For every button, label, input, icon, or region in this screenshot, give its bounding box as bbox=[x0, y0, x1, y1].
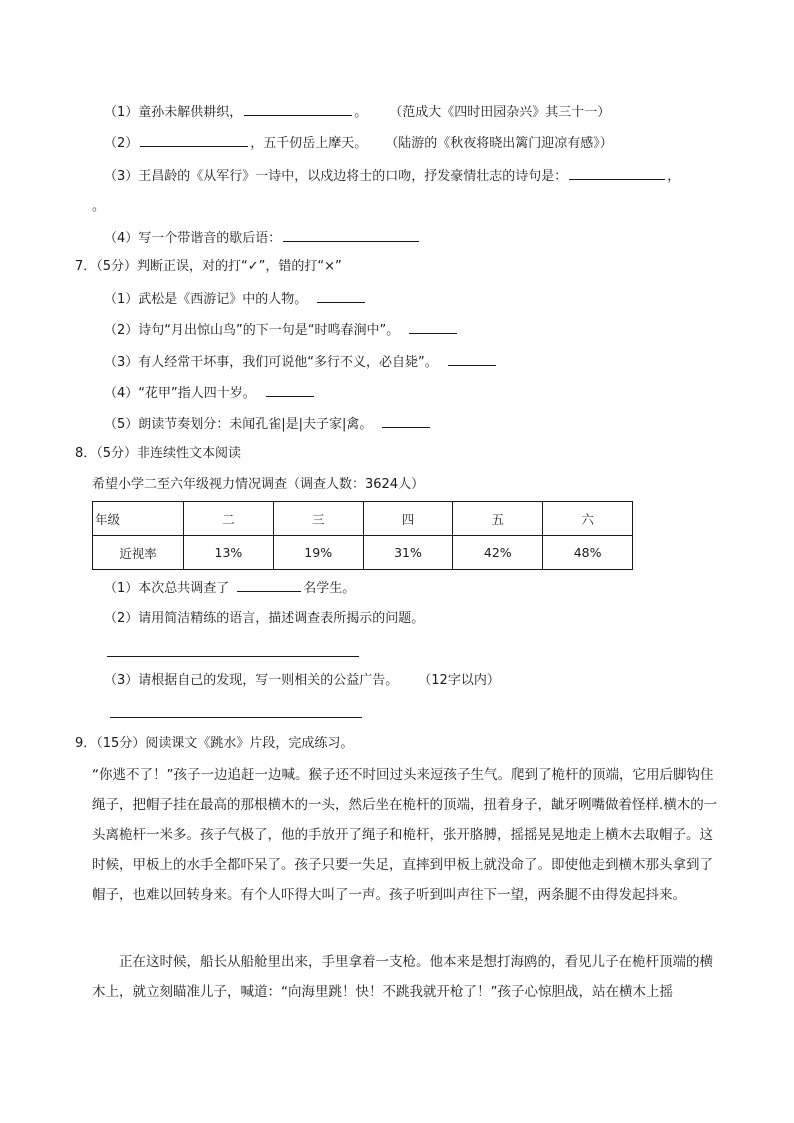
table-header-row bbox=[93, 502, 633, 536]
q6-item-4 bbox=[104, 228, 421, 248]
q6-item-2 bbox=[104, 133, 613, 153]
q6-item-4-text: （4）写一个带谐音的歇后语： bbox=[104, 231, 282, 246]
q6-item-3-text: （3）王昌龄的《从军行》一诗中，以戍边将士的口吻，抒发豪情壮志的诗句是： bbox=[104, 169, 568, 184]
passage-paragraph-2: 正在这时候，船长从船舱里出来，手里拿着一支枪。他本来是想打海鸥的，看见儿子在桅杆顶端的横木上，就立刻瞄准儿子，喊道：“向海里跳！快！不跳我就开枪了！”孩子心惊胆战，站在横木上摇 bbox=[92, 954, 713, 1000]
q7-item-1 bbox=[104, 289, 367, 309]
q8-sub-1 bbox=[104, 578, 355, 598]
table-cell: 31% bbox=[363, 536, 453, 570]
table-header-cell: 二 bbox=[184, 502, 274, 536]
table-header-cell: 三 bbox=[273, 502, 363, 536]
table-cell: 42% bbox=[453, 536, 543, 570]
q6-item-3 bbox=[104, 166, 680, 186]
q6-item-2-source: （陆游的《秋夜将晓出篱门迎凉有感》） bbox=[385, 136, 613, 151]
q6-item-1-source: （范成大《四时田园杂兴》其三十一） bbox=[389, 105, 611, 120]
q8-sub-2: （2）请用简洁精练的语言，描述调查表所揭示的问题。 bbox=[104, 611, 425, 626]
q8-sub-3-text: （3）请根据自己的发现，写一则相关的公益广告。 bbox=[104, 673, 399, 688]
answer-blank[interactable] bbox=[140, 133, 248, 147]
q7-item-2-text: （2）诗句“月出惊山鸟”的下一句是“时鸣春涧中”。 bbox=[104, 323, 400, 338]
q7-item-4-text: （4）“花甲”指人四十岁。 bbox=[104, 386, 256, 401]
q8-sub-1-text: （1）本次总共调查了 bbox=[104, 581, 230, 596]
q7-item-5 bbox=[104, 414, 432, 434]
q6-item-2-number: （2） bbox=[104, 136, 139, 151]
answer-blank[interactable] bbox=[244, 102, 352, 116]
q9-title: 9．（15分）阅读课文《跳水》片段，完成练习。 bbox=[75, 736, 354, 751]
answer-blank[interactable] bbox=[317, 289, 365, 303]
q6-item-1 bbox=[104, 102, 610, 122]
q7-item-3 bbox=[104, 352, 498, 372]
q8-sub-1-end: 名学生。 bbox=[303, 581, 356, 596]
answer-blank[interactable] bbox=[266, 383, 314, 397]
passage-paragraph-1: “你逃不了！”孩子一边追赶一边喊。猴子还不时回过头来逗孩子生气。爬到了桅杆的顶端，它用后脚钩住绳子，把帽子挂在最高的那根横木的一头，然后坐在桅杆的顶端，扭着身子，龇牙咧嘴做着怪样.横木的一头离桅杆一米多。孩子气极了，他的手放开了绳子和桅杆，张开胳膊，摇摇晃晃地走上横木去取帽子。这时候，甲板上的水手全都吓呆了。孩子只要一失足，直摔到甲板上就没命了。即使他走到横木那头拿到了帽子，也难以回转身来。有个人吓得大叫了一声。孩子听到叫声往下一望，两条腿不由得发起抖来。 bbox=[92, 767, 718, 903]
table-cell: 48% bbox=[543, 536, 633, 570]
q6-item-3-period: 。 bbox=[92, 199, 106, 214]
table-cell: 13% bbox=[184, 536, 274, 570]
q8-table-caption: 希望小学二至六年级视力情况调查（调查人数：3624人） bbox=[92, 477, 425, 492]
answer-line[interactable] bbox=[110, 717, 362, 718]
answer-blank[interactable] bbox=[237, 578, 301, 592]
q7-item-4 bbox=[104, 383, 316, 403]
answer-blank[interactable] bbox=[283, 228, 419, 242]
q8-sub-3 bbox=[104, 672, 500, 690]
q7-item-5-text: （5）朗读节奏划分：未闻孔雀|是|夫子家|禽。 bbox=[104, 417, 373, 432]
q8-title: 8．（5分）非连续性文本阅读 bbox=[75, 446, 242, 461]
table-cell: 19% bbox=[273, 536, 363, 570]
table-header-cell: 年级 bbox=[93, 502, 184, 536]
answer-blank[interactable] bbox=[569, 166, 665, 180]
table-row bbox=[93, 536, 633, 570]
table-header-cell: 四 bbox=[363, 502, 453, 536]
answer-line[interactable] bbox=[107, 656, 359, 657]
answer-blank[interactable] bbox=[448, 352, 496, 366]
q7-item-1-text: （1）武松是《西游记》中的人物。 bbox=[104, 292, 308, 307]
q6-item-3-cont bbox=[92, 198, 105, 216]
q6-item-1-text: （1）童孙未解供耕织， bbox=[104, 105, 243, 120]
table-cell: 近视率 bbox=[93, 536, 184, 570]
answer-blank[interactable] bbox=[409, 320, 457, 334]
vision-survey-table bbox=[92, 501, 633, 570]
q6-item-1-end: 。 bbox=[354, 105, 368, 120]
table-header-cell: 五 bbox=[453, 502, 543, 536]
table-header-cell: 六 bbox=[543, 502, 633, 536]
answer-blank[interactable] bbox=[382, 414, 430, 428]
q6-item-2-text: ，五千仞岳上摩天。 bbox=[250, 136, 368, 151]
q7-item-3-text: （3）有人经常干坏事，我们可说他“多行不义，必自毙”。 bbox=[104, 355, 438, 370]
q7-item-2 bbox=[104, 320, 459, 340]
q7-title: 7．（5分）判断正误，对的打“✓”，错的打“×” bbox=[75, 259, 342, 274]
q6-item-3-comma: ， bbox=[667, 169, 681, 184]
q8-sub-3-note: （12字以内） bbox=[418, 673, 500, 688]
